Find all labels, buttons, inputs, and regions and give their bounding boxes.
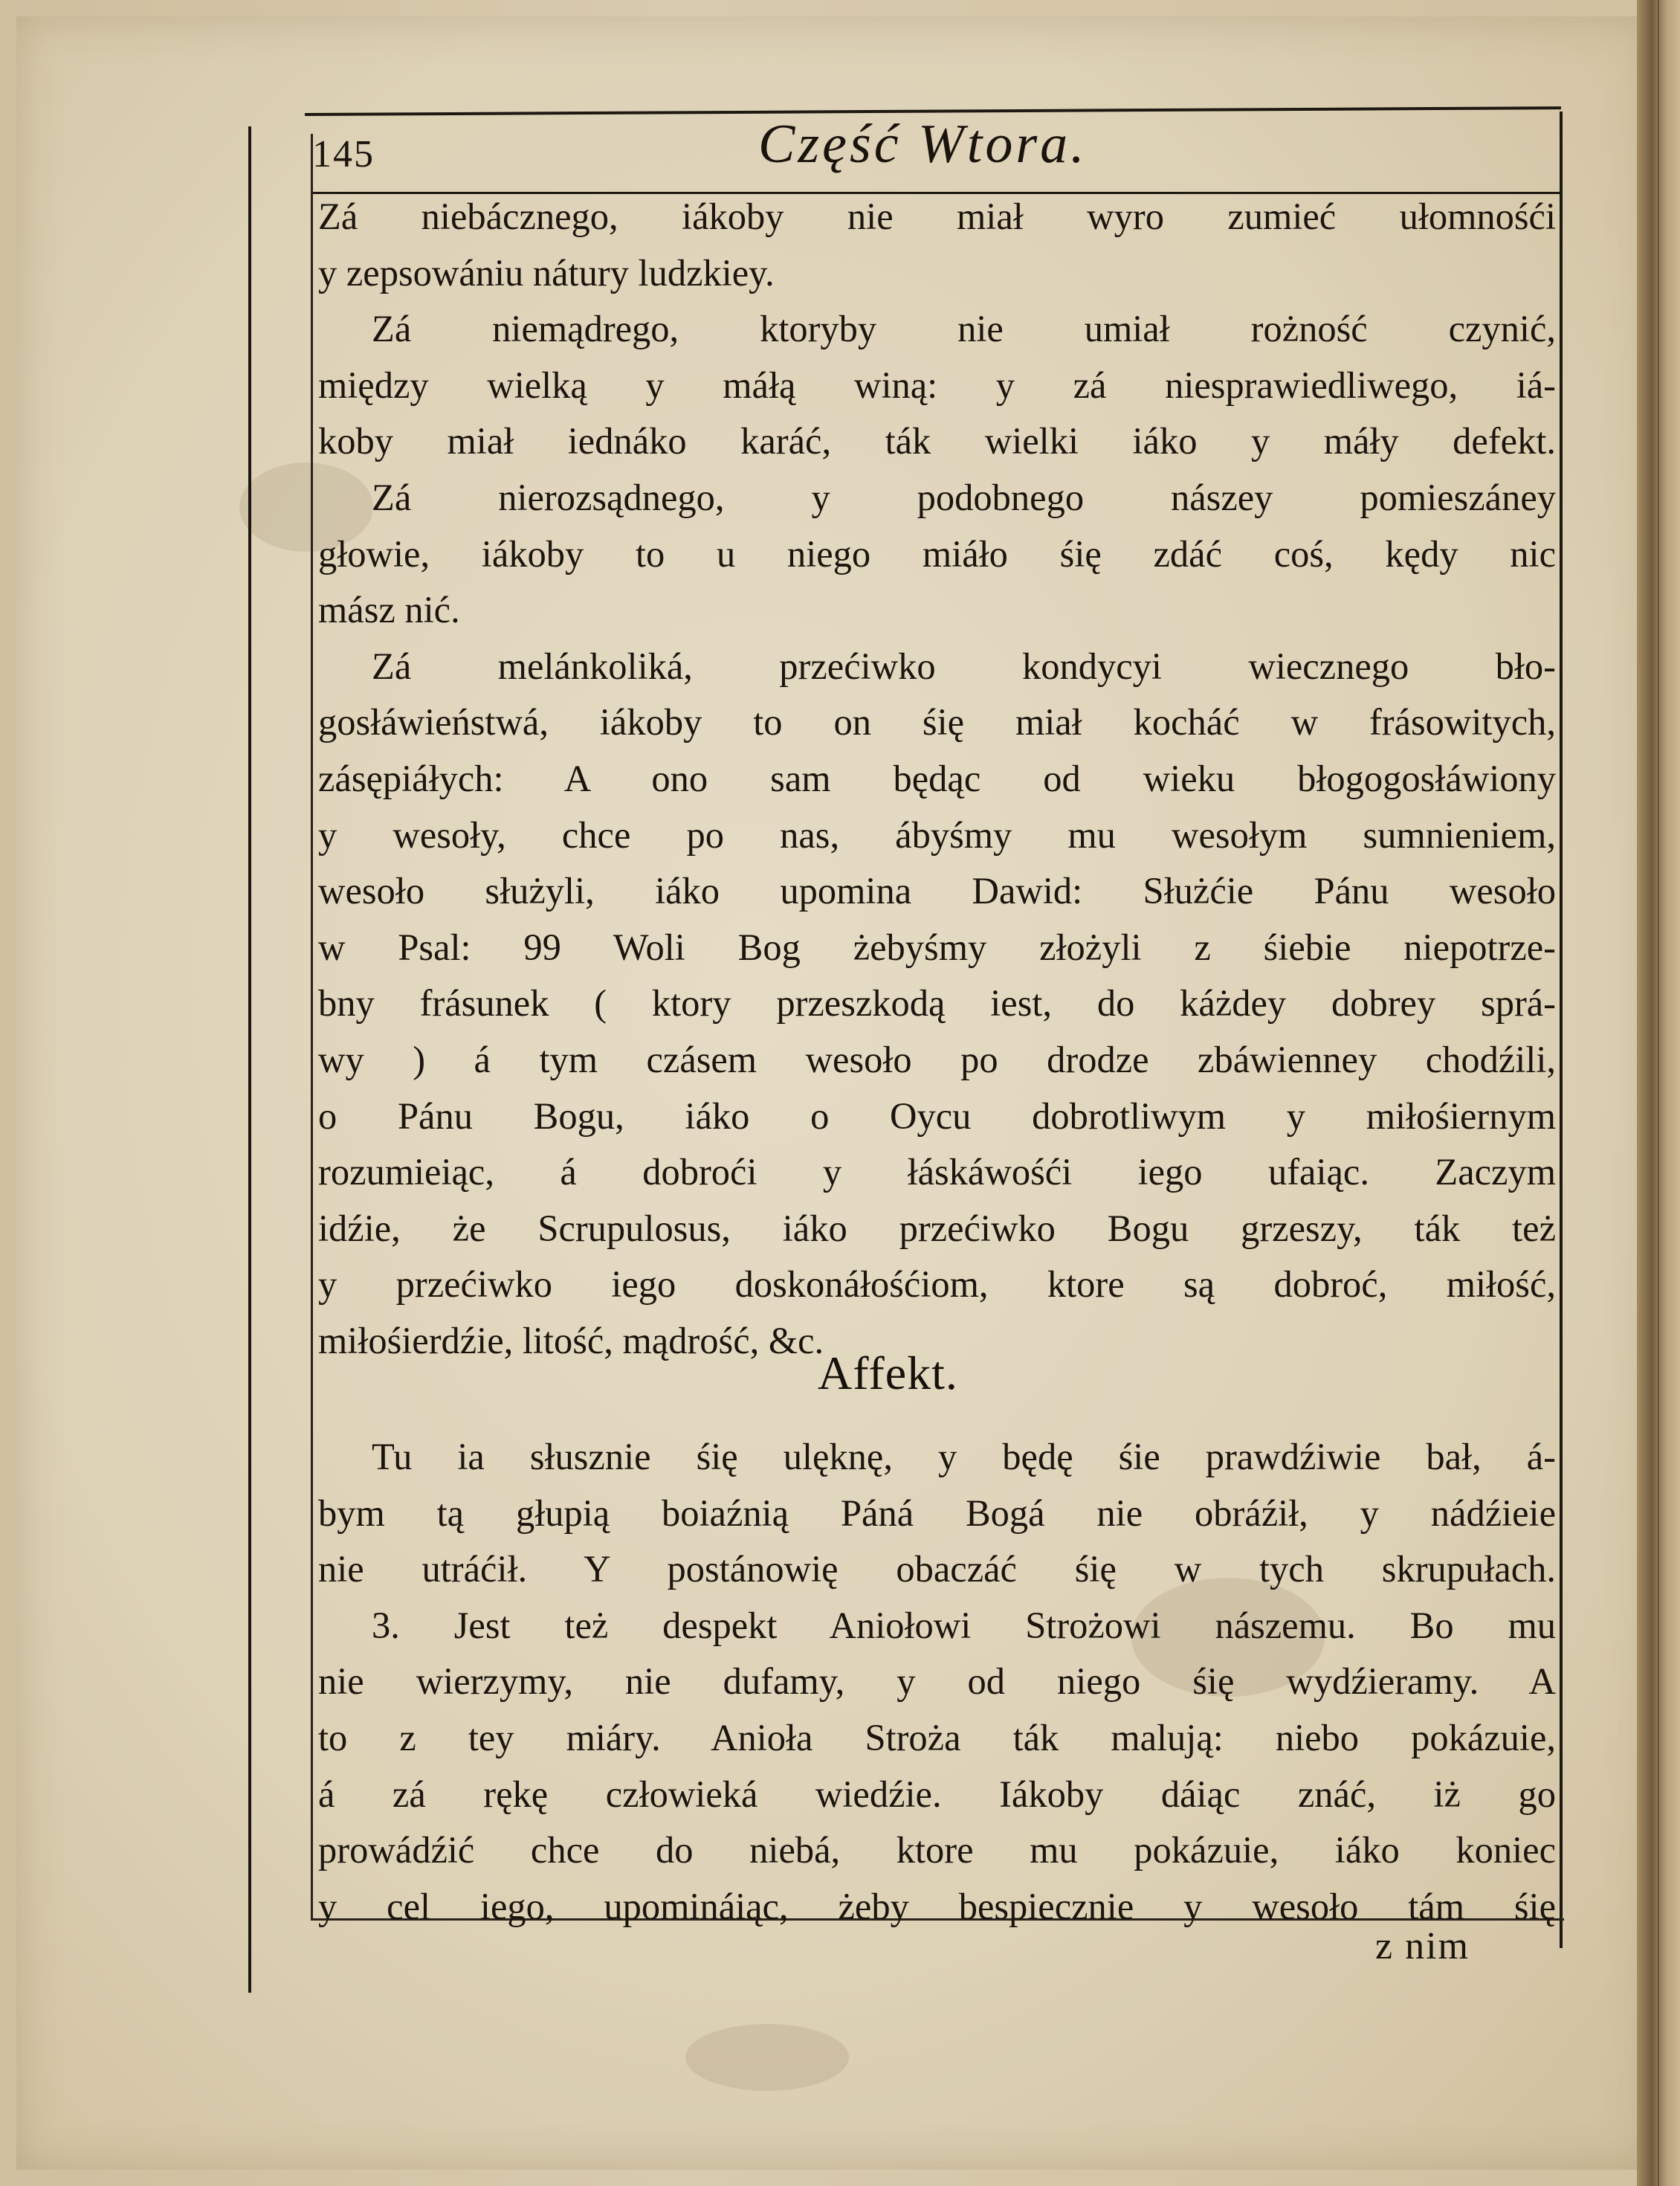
text-line: rozumieiąc, á dobroći y łáskáwośći iego ufaiąc. Zaczym <box>318 1151 1556 1193</box>
text-line: między wielką y máłą winą: y zá niesprawiedliwego, iá- <box>318 364 1556 406</box>
text-line: wy ) á tym czásem wesoło po drodze zbáwienney chodźili, <box>318 1038 1556 1080</box>
section-text <box>318 1429 1556 1935</box>
section-heading: Affekt. <box>818 1347 958 1399</box>
text-line: prowádźić chce do niebá, ktore mu pokázuie, iáko koniec <box>318 1829 1556 1871</box>
text-line: idźie, że Scrupulosus, iáko przećiwko Bogu grzeszy, ták też <box>318 1207 1556 1249</box>
left-outer-rule <box>248 126 251 1993</box>
paper-stain <box>685 2024 849 2091</box>
text-line: Zá niemądrego, ktoryby nie umiał rożność czynić, <box>372 308 1556 350</box>
text-line: y przećiwko iego doskonáłośćiom, ktore są dobroć, miłość, <box>318 1263 1556 1306</box>
text-line: bym tą głupią boiaźnią Páná Bogá nie obráźił, y nádźieie <box>318 1492 1556 1534</box>
running-head: Część Wtora. <box>758 114 1088 175</box>
text-line: o Pánu Bogu, iáko o Oycu dobrotliwym y miłośiernym <box>318 1094 1556 1137</box>
main-text <box>318 189 1556 1369</box>
text-line: to z tey miáry. Anioła Stroża ták malują: niebo pokázuie, <box>318 1716 1556 1758</box>
text-line: gosłáwieństwá, iákoby to on śię miał kocháć w frásowitych, <box>318 701 1556 744</box>
text-line: głowie, iákoby to u niego miáło śię zdáć coś, kędy nic <box>318 532 1556 575</box>
text-line: nie wierzymy, nie dufamy, y od niego śię wydźieramy. A <box>318 1660 1556 1703</box>
left-inner-rule <box>311 134 313 1918</box>
text-line: Tu ia słusznie śię ulęknę, y będę śie prawdźiwie bał, á- <box>372 1436 1556 1477</box>
text-line: y cel iego, upomináiąc, żeby bespiecznie y wesoło tám śię <box>318 1885 1556 1927</box>
text-line: á zá rękę człowieká wiedźie. Iákoby dáiąc znáć, iż go <box>318 1773 1556 1815</box>
text-line: zásępiáłych: A ono sam będąc od wieku błogogosłáwiony <box>318 757 1556 799</box>
right-rule <box>1560 112 1563 1948</box>
text-line: 3. Jest też despekt Aniołowi Strożowi nászemu. Bo mu <box>372 1604 1556 1646</box>
text-line: nie utráćił. Y postánowię obaczáć śię w tych skrupułach. <box>318 1548 1556 1590</box>
text-line: Zá nierozsądnego, y podobnego nászey pomieszáney <box>372 476 1556 518</box>
text-line: miłośierdźie, litość, mądrość, &c. <box>318 1319 824 1361</box>
text-line: mász nić. <box>318 589 460 631</box>
text-line: y zepsowániu nátury ludzkiey. <box>318 251 775 294</box>
page-number: 145 <box>312 133 375 175</box>
text-line: koby miał iednáko karáć, ták wielki iáko y máły defekt. <box>318 420 1556 462</box>
text-line: Zá niebácznego, iákoby nie miał wyro zumieć ułomnośći <box>318 196 1556 237</box>
text-line: y wesoły, chce po nas, ábyśmy mu wesołym sumnieniem, <box>318 813 1556 856</box>
text-line: wesoło służyli, iáko upomina Dawid: Służćie Pánu wesoło <box>318 870 1556 912</box>
text-line: bny frásunek ( ktory przeszkodą iest, do káżdey dobrey sprá- <box>318 982 1556 1025</box>
text-line: w Psal: 99 Woli Bog żebyśmy złożyli z śiebie niepotrze- <box>318 926 1556 968</box>
catchword: z nim <box>1375 1925 1470 1967</box>
text-line: Zá melánkoliká, przećiwko kondycyi wiecznego bło- <box>372 645 1556 687</box>
gutter-line <box>1658 0 1659 2186</box>
